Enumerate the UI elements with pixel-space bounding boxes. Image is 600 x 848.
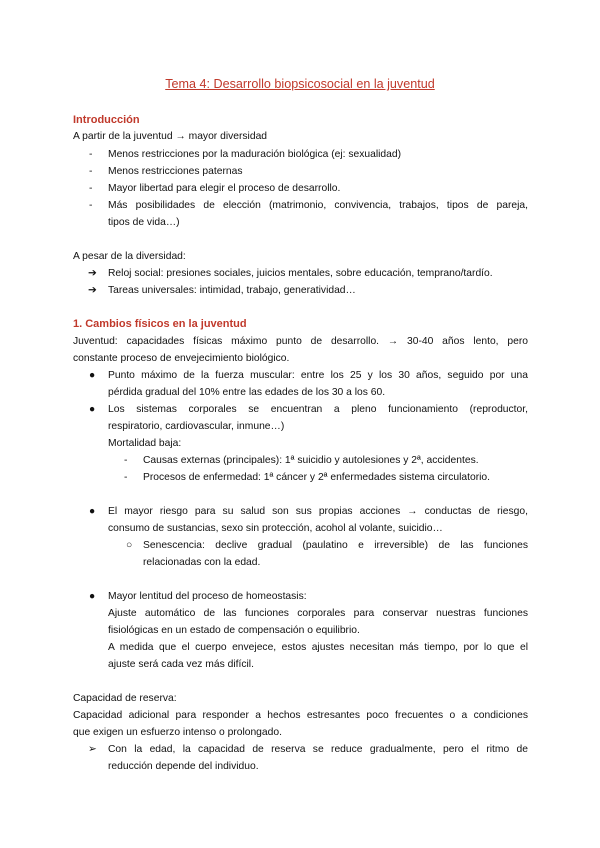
bullet-dot-icon: ● <box>89 506 96 517</box>
intro-item: Mayor libertad para elegir el proceso de desarrollo. <box>108 183 341 194</box>
bullet-text: Mortalidad baja: <box>108 438 182 449</box>
reserve-arrow-item: reducción depende del individuo. <box>108 761 259 772</box>
reserve-paragraph: Capacidad adicional para responder a hechos estresantes poco frecuentes o a condiciones <box>73 710 528 721</box>
sub-item: Causas externas (principales): 1ª suicidio y autolesiones y 2ª, accidentes. <box>143 455 479 466</box>
bullet-dot-icon: ● <box>89 404 96 415</box>
bullet-text: Los sistemas corporales se encuentran a pleno funcionamiento (reproductor, <box>108 404 528 415</box>
section1-paragraph: Juventud: capacidades físicas máximo punto de desarrollo. → 30-40 años lento, pero <box>73 336 528 347</box>
circle-bullet-icon: ○ <box>126 540 133 551</box>
dash-marker: - <box>89 200 93 211</box>
bullet-text: fisiológicas en un estado de compensación o equilibrio. <box>108 625 360 636</box>
sub-item: Procesos de enfermedad: 1ª cáncer y 2ª enfermedades sistema circulatorio. <box>143 472 491 483</box>
sub-item: relacionadas con la edad. <box>143 557 261 568</box>
dash-marker: - <box>124 455 128 466</box>
triangle-arrow-icon: ➢ <box>88 744 97 755</box>
diversity-arrow-item: Reloj social: presiones sociales, juicios mentales, sobre educación, temprano/tardío. <box>108 268 493 279</box>
diversity-arrow-item: Tareas universales: intimidad, trabajo, generatividad… <box>108 285 356 296</box>
bullet-text: ajuste será cada vez más difícil. <box>108 659 254 670</box>
intro-item: Menos restricciones por la maduración biológica (ej: sexualidad) <box>108 149 402 160</box>
reserve-arrow-item: Con la edad, la capacidad de reserva se reduce gradualmente, pero el ritmo de <box>108 744 528 755</box>
bullet-text: consumo de sustancias, sexo sin protección, acohol al volante, suicidio… <box>108 523 443 534</box>
arrow-marker-icon: ➔ <box>88 268 97 279</box>
bullet-text: A medida que el cuerpo envejece, estos ajustes necesitan más tiempo, por lo que el <box>108 642 528 653</box>
sub-item: Senescencia: declive gradual (paulatino e irreversible) de las funciones <box>143 540 528 551</box>
intro-heading: Introducción <box>73 114 140 126</box>
bullet-text: Mayor lentitud del proceso de homeostasis: <box>108 591 307 602</box>
page-title: Tema 4: Desarrollo biopsicosocial en la juventud <box>165 77 435 91</box>
intro-item-continued: tipos de vida…) <box>108 217 180 228</box>
reserve-paragraph: que exigen un esfuerzo intenso o prolongado. <box>73 727 282 738</box>
dash-marker: - <box>124 472 128 483</box>
section1-heading: 1. Cambios físicos en la juventud <box>73 318 247 330</box>
bullet-text: Punto máximo de la fuerza muscular: entre los 25 y los 30 años, seguido por una <box>108 370 528 381</box>
bullet-text: respiratorio, cardiovascular, inmune…) <box>108 421 285 432</box>
diversity-lead: A pesar de la diversidad: <box>73 251 186 262</box>
bullet-dot-icon: ● <box>89 591 96 602</box>
intro-item: Menos restricciones paternas <box>108 166 243 177</box>
bullet-text: Ajuste automático de las funciones corporales para conservar nuestras funciones <box>108 608 528 619</box>
intro-item: Más posibilidades de elección (matrimonio, convivencia, trabajos, tipos de pareja, <box>108 200 528 211</box>
dash-marker: - <box>89 183 93 194</box>
dash-marker: - <box>89 149 93 160</box>
section1-paragraph: constante proceso de envejecimiento biológico. <box>73 353 290 364</box>
dash-marker: - <box>89 166 93 177</box>
bullet-dot-icon: ● <box>89 370 96 381</box>
bullet-text: pérdida gradual del 10% entre las edades de los 30 a los 60. <box>108 387 386 398</box>
intro-lead: A partir de la juventud → mayor diversidad <box>73 131 268 142</box>
bullet-text: El mayor riesgo para su salud son sus propias acciones → conductas de riesgo, <box>108 506 528 517</box>
reserve-heading: Capacidad de reserva: <box>73 693 177 704</box>
arrow-marker-icon: ➔ <box>88 285 97 296</box>
